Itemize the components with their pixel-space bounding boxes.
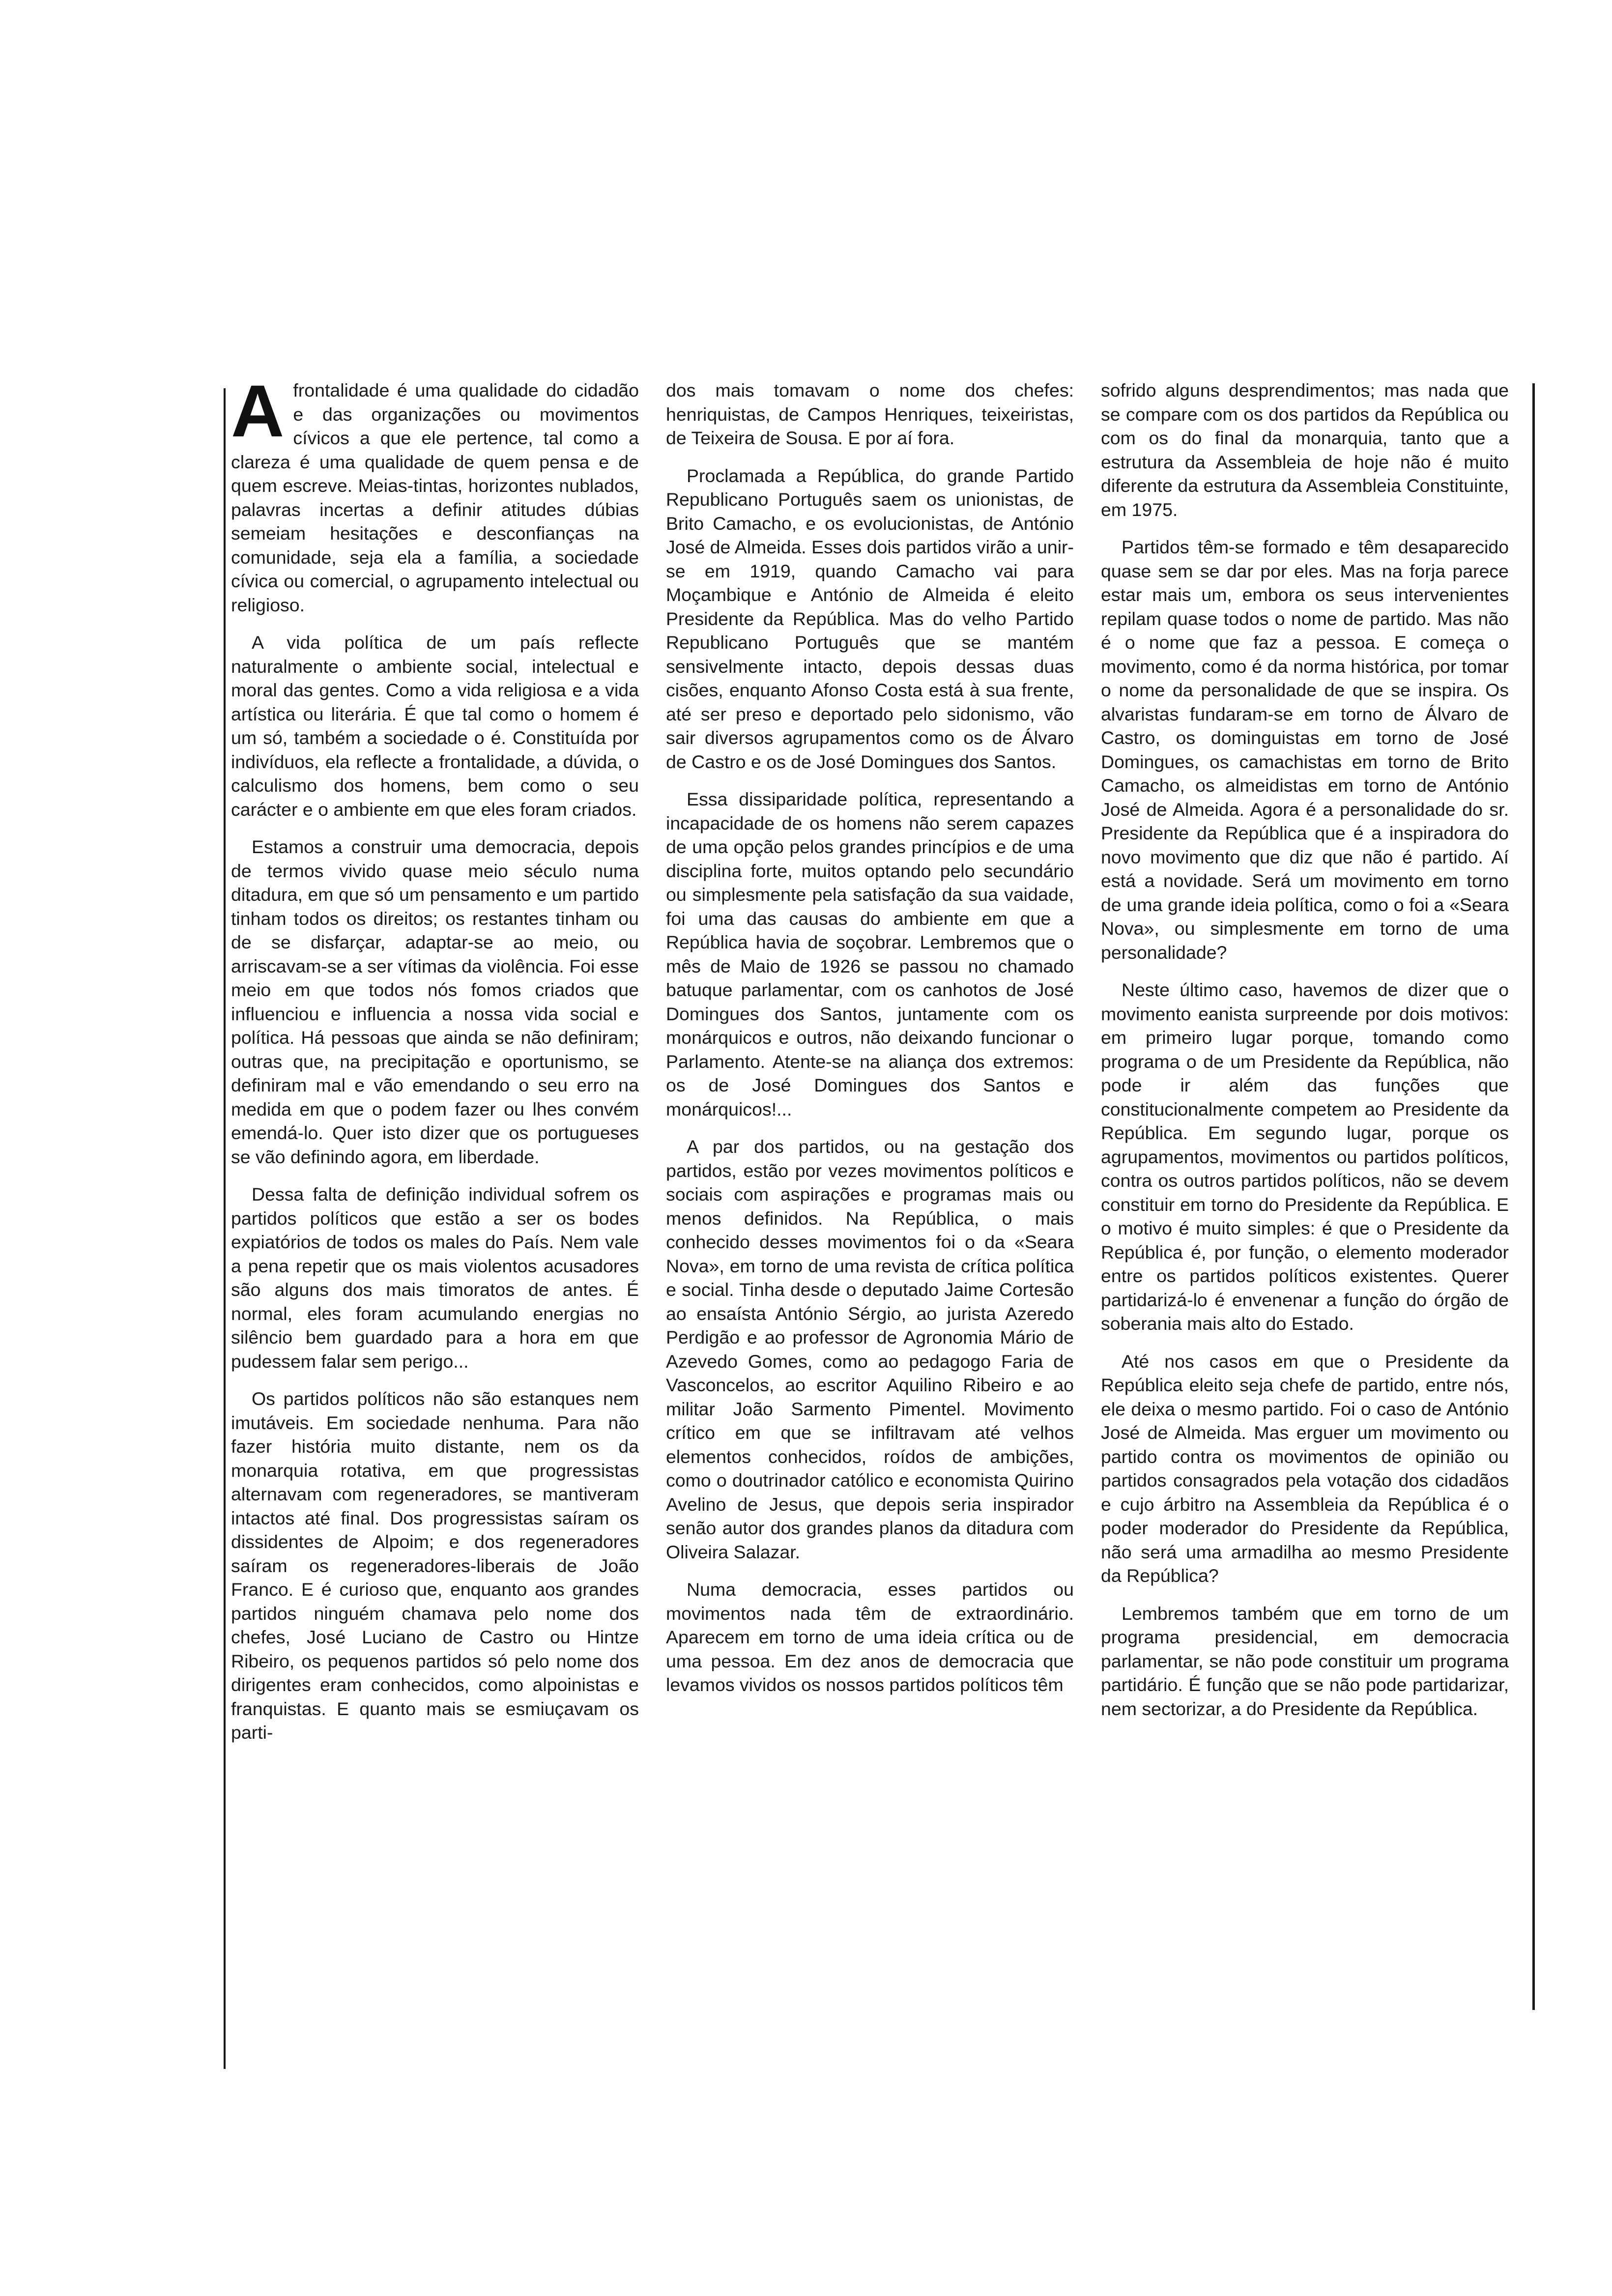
paragraph-text: frontalidade é uma qualidade do cidadão e das organizações ou movimentos cívicos a que ele pertence, tal como a clareza é uma qualidade de quem pensa e de quem escreve. Meias-tintas, horizontes nublados, palavras incertas a definir atitudes dúbias semeiam hesitações e desconfianças na comunidade, seja ela a família, a sociedade cívica ou comercial, o agrupamento intelectual ou religioso. — [231, 380, 639, 615]
article-paragraph: Estamos a construir uma democracia, depois de termos vivido quase meio século numa ditadura, em que só um pensamento e um partido tinham todos os direitos; os restantes tinham ou de se disfarçar, adaptar-se ao meio, ou arriscavam-se a ser vítimas da violência. Foi esse meio em que todos nós fomos criados que influenciou e influencia a nossa vida social e política. Há pessoas que ainda se não definiram; outras que, na precipitação e oportunismo, se definiram mal e vão emendando o seu erro na medida em que o podem fazer ou lhes convém emendá-lo. Quer isto dizer que os portugueses se vão definindo agora, em liberdade. — [231, 836, 639, 1167]
article-column-1 — [231, 378, 639, 2039]
article-body — [231, 378, 1528, 2044]
article-paragraph: sofrido alguns desprendimentos; mas nada que se compare com os dos partidos da República ou com os do final da monarquia, tanto que a estrutura da Assembleia de hoje não é muito diferente da estrutura da Assembleia Constituinte, em 1975. — [1101, 380, 1509, 520]
article-column-3 — [1101, 378, 1509, 2039]
article-paragraph: Lembremos também que em torno de um programa presidencial, em democracia parlamentar, se não pode constituir um programa partidário. É função que se não pode partidarizar, nem sectorizar, a do Presidente da República. — [1101, 1603, 1509, 1719]
article-paragraph: Proclamada a República, do grande Partido Republicano Português saem os unionistas, de Brito Camacho, e os evolucionistas, de António José de Almeida. Esses dois partidos virão a unir-se em 1919, quando Camacho vai para Moçambique e António de Almeida é eleito Presidente da República. Mas do velho Partido Republicano Português que se mantém sensivelmente intacto, depois dessas duas cisões, enquanto Afonso Costa está à sua frente, até ser preso e deportado pelo sidonismo, vão sair diversos agrupamentos como os de Álvaro de Castro e os de José Domingues dos Santos. — [666, 465, 1074, 772]
article-paragraph: Neste último caso, havemos de dizer que o movimento eanista surpreende por dois motivos: em primeiro lugar porque, tomando como programa o de um Presidente da República, não pode ir além das funções que constitucionalmente competem ao Presidente da República. Em segundo lugar, porque os agrupamentos, movimentos ou partidos políticos, contra os outros partidos políticos, não se devem constituir em torno do Presidente da República. E o motivo é muito simples: é que o Presidente da República é, por função, o elemento moderador entre os partidos políticos existentes. Querer partidarizá-lo é envenenar a função do órgão de soberania mais alto do Estado. — [1101, 979, 1509, 1334]
article-paragraph: Dessa falta de definição individual sofrem os partidos políticos que estão a ser os bodes expiatórios de todos os males do País. Nem vale a pena repetir que os mais violentos acusadores são alguns dos mais timoratos de antes. É normal, eles foram acumulando energias no silêncio bem guardado para a hora em que pudessem falar sem perigo... — [231, 1184, 639, 1372]
article-paragraph: A par dos partidos, ou na gestação dos partidos, estão por vezes movimentos políticos e sociais com aspirações e programas mais ou menos definidos. Na República, o mais conhecido desses movimentos foi o da «Seara Nova», em torno de uma revista de crítica política e social. Tinha desde o deputado Jaime Cortesão ao ensaísta António Sérgio, ao jurista Azeredo Perdigão e ao professor de Agronomia Mário de Azevedo Gomes, como ao pedagogo Faria de Vasconcelos, ao escritor Aquilino Ribeiro e ao militar João Sarmento Pimentel. Movimento crítico em que se infiltravam até velhos elementos conhecidos, roídos de ambições, como o doutrinador católico e economista Quirino Avelino de Jesus, que depois seria inspirador senão autor dos grandes planos da ditadura com Oliveira Salazar. — [666, 1136, 1074, 1562]
article-paragraph: Até nos casos em que o Presidente da República eleito seja chefe de partido, entre nós, ele deixa o mesmo partido. Foi o caso de António José de Almeida. Mas erguer um movimento ou partido contra os movimentos de opinião ou partidos consagrados pela votação dos cidadãos e cujo árbitro na Assembleia da República é o poder moderador do Presidente da República, não será uma armadilha ao mesmo Presidente da República? — [1101, 1350, 1509, 1586]
drop-cap: A — [231, 378, 285, 452]
article-paragraph: Partidos têm-se formado e têm desaparecido quase sem se dar por eles. Mas na forja parece estar mais um, embora os seus intervenientes repilam quase todos o nome de partido. Mas não é o nome que faz a pessoa. E começa o movimento, como é da norma histórica, por tomar o nome da personalidade de que se inspira. Os alvaristas fundaram-se em torno de Álvaro de Castro, os dominguistas em torno de José Domingues, os camachistas em torno de Brito Camacho, os almeidistas em torno de António José de Almeida. Agora é a personalidade do sr. Presidente da República que é a inspiradora do novo movimento que diz que não é partido. Aí está a novidade. Será um movimento em torno de uma grande ideia política, como o foi a «Seara Nova», ou simplesmente em torno de uma personalidade? — [1101, 537, 1509, 963]
article-paragraph: A vida política de um país reflecte naturalmente o ambiente social, intelectual e moral das gentes. Como a vida religiosa e a vida artística ou literária. É que tal como o homem é um só, também a sociedade o é. Constituída por indivíduos, ela reflecte a frontalidade, a dúvida, o calculismo dos homens, bem como o seu carácter e o ambiente em que eles foram criados. — [231, 632, 639, 820]
article-column-2 — [666, 378, 1074, 2039]
article-paragraph: dos mais tomavam o nome dos chefes: henriquistas, de Campos Henriques, teixeiristas, de Teixeira de Sousa. E por aí fora. — [666, 380, 1074, 448]
article-paragraph: Os partidos políticos não são estanques nem imutáveis. Em sociedade nenhuma. Para não fazer história muito distante, nem os da monarquia rotativa, em que progressistas alternavam com regeneradores, se mantiveram intactos até final. Dos progressistas saíram os dissidentes de Alpoim; e dos regeneradores saíram os regeneradores-liberais de João Franco. E é curioso que, enquanto aos grandes partidos ninguém chamava pelo nome dos chefes, José Luciano de Castro ou Hintze Ribeiro, os pequenos partidos só pelo nome dos dirigentes eram conhecidos, como alpoinistas e franquistas. E quanto mais se esmiuçavam os parti- — [231, 1388, 639, 1743]
article-paragraph — [231, 378, 639, 617]
article-paragraph: Numa democracia, esses partidos ou movimentos nada têm de extraordinário. Aparecem em torno de uma ideia crítica ou de uma pessoa. Em dez anos de democracia que levamos vividos os nossos partidos políticos têm — [666, 1579, 1074, 1695]
left-margin-rule — [224, 388, 226, 2069]
article-paragraph: Essa dissiparidade política, representando a incapacidade de os homens não serem capazes de uma opção pelos grandes princípios e de uma disciplina forte, muitos optando pelo secundário ou simplesmente pela satisfação da sua vaidade, foi uma das causas do ambiente em que a República havia de soçobrar. Lembremos que o mês de Maio de 1926 se passou no chamado batuque parlamentar, com os canhotos de José Domingues dos Santos, juntamente com os monárquicos e outros, não deixando funcionar o Parlamento. Atente-se na aliança dos extremos: os de José Domingues dos Santos e monárquicos!... — [666, 789, 1074, 1119]
right-margin-rule — [1532, 383, 1535, 2010]
